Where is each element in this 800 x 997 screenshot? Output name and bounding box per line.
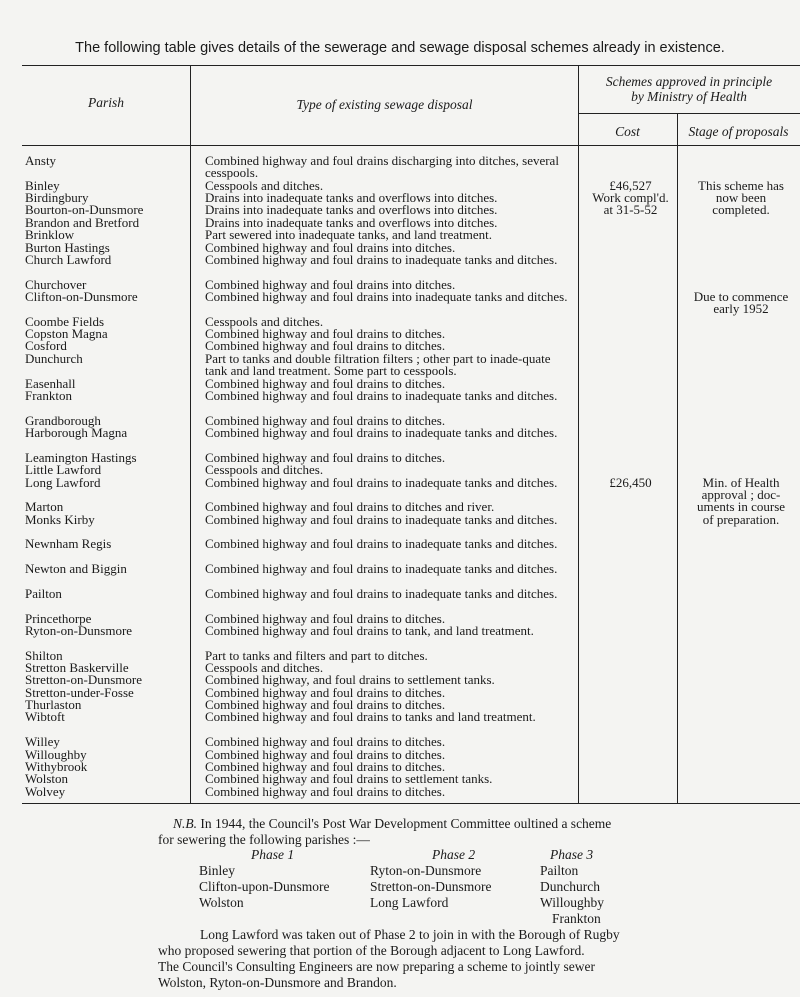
parish-cell: Little Lawford	[25, 462, 102, 478]
parish-cell: Coombe Fields	[25, 313, 105, 329]
stage-line: early 1952	[713, 301, 769, 317]
phase-item: Stretton-on-Dunsmore	[370, 879, 492, 894]
parish-cell: Birdingbury	[25, 190, 89, 206]
disposal-cell: Combined highway and foul drains to ditches.	[205, 338, 446, 354]
parish-cell: Burton Hastings	[25, 239, 110, 255]
parish-cell: Brandon and Bretford	[25, 214, 140, 230]
disposal-cell: Combined highway and foul drains to ditches.	[205, 375, 446, 391]
header-bottom-rule	[22, 145, 800, 146]
note-lead: N.B.	[173, 816, 198, 831]
parish-cell: Clifton-on-Dunsmore	[25, 289, 138, 305]
disposal-cell: Combined highway and foul drains to ditches.	[205, 449, 446, 465]
disposal-cell: Combined highway and foul drains to ditches.	[205, 326, 446, 342]
disposal-cell: Combined highway and foul drains to inadequate tanks and ditches.	[205, 387, 558, 403]
disposal-cell: Cesspools and ditches.	[205, 462, 324, 478]
parish-cell: Thurlaston	[25, 697, 82, 713]
parish-cell: Newton and Biggin	[25, 561, 127, 577]
phase-3-column	[540, 847, 604, 927]
parish-cell: Ansty	[25, 153, 57, 168]
disposal-cell: Combined highway and foul drains to ditches.	[205, 783, 446, 799]
parish-cell: Leamington Hastings	[25, 449, 137, 465]
stage-line: completed.	[712, 202, 770, 218]
cost-line: £26,450	[609, 474, 652, 490]
disposal-cell: Combined highway, and foul drains to settlement tanks.	[205, 672, 495, 688]
disposal-cell: Combined highway and foul drains to settlement tanks.	[205, 771, 493, 787]
cost-line: at 31-5-52	[603, 202, 658, 218]
schemes-header-line1: Schemes approved in principle	[605, 74, 773, 89]
disposal-cell: Combined highway and foul drains to tanks and land treatment.	[205, 709, 536, 725]
stage-line: uments in course	[696, 499, 786, 515]
disposal-cell: Combined highway and foul drains to ditches.	[205, 412, 446, 428]
phase-item: Willoughby	[540, 895, 604, 910]
disposal-cell: Cesspools and ditches.	[205, 659, 324, 675]
note-para3-line2: Wolston, Ryton-on-Dunsmore and Brandon.	[158, 975, 397, 990]
parish-cell: Stretton Baskerville	[25, 659, 129, 675]
note-text-1: In 1944, the Council's Post War Development Committee oultined a scheme	[200, 816, 612, 831]
parish-cell: Wolston	[25, 771, 69, 787]
disposal-cell: Combined highway and foul drains to ditches.	[205, 697, 446, 713]
disposal-cell: Part to tanks and double filtration filters ; other part to inade-quate tank and land treatment. Some part to cesspools.	[205, 350, 551, 379]
disposal-cell: Combined highway and foul drains to inadequate tanks and ditches.	[205, 474, 558, 490]
stage-header: Stage of proposals	[688, 124, 789, 139]
scheme-2-stage	[682, 291, 800, 316]
parish-cell: Frankton	[25, 387, 72, 403]
phase-title: Phase 1	[251, 847, 295, 862]
disposal-cell: Drains into inadequate tanks and overflows into ditches.	[205, 202, 498, 218]
disposal-cell: Combined highway and foul drains to ditches.	[205, 758, 446, 774]
disposal-header: Type of existing sewage disposal	[296, 97, 473, 112]
disposal-cell: Combined highway and foul drains to inadequate tanks and ditches.	[205, 425, 558, 441]
scheme-1-stage	[682, 177, 800, 218]
phase-item: Pailton	[540, 863, 579, 878]
parish-cell: Grandborough	[25, 412, 101, 428]
parish-cell: Bourton-on-Dunsmore	[25, 202, 144, 218]
parish-cell: Willey	[25, 734, 60, 750]
disposal-cell: Combined highway and foul drains to tank, and land treatment.	[205, 622, 534, 638]
disposal-cell: Combined highway and foul drains to inadequate tanks and ditches.	[205, 536, 558, 552]
parish-cell: Ryton-on-Dunsmore	[25, 622, 133, 638]
disposal-cell: Combined highway and foul drains to ditches.	[205, 610, 446, 626]
disposal-cell: Combined highway and foul drains to inadequate tanks and ditches.	[205, 561, 558, 577]
parish-cell: Newnham Regis	[25, 536, 112, 552]
note-para2-line1: Long Lawford was taken out of Phase 2 to join in with the Borough of Rugby	[200, 927, 620, 942]
phase-1-column	[199, 847, 330, 911]
stage-line: Min. of Health	[702, 474, 780, 490]
stage-line: now been	[715, 190, 767, 206]
parish-cell: Long Lawford	[25, 474, 101, 490]
parish-cell: Harborough Magna	[25, 425, 128, 441]
stage-line: approval ; doc-	[701, 486, 781, 502]
scheme-1-cost	[583, 177, 678, 218]
parish-cell: Copston Magna	[25, 326, 108, 342]
parish-cell: Marton	[25, 499, 64, 515]
disposal-cell: Combined highway and foul drains to ditches.	[205, 746, 446, 762]
parish-cell: Cosford	[25, 338, 67, 354]
stage-line: This scheme has	[698, 177, 784, 193]
disposal-cell: Combined highway and foul drains into ditches.	[205, 276, 456, 292]
parish-cell: Wibtoft	[25, 709, 65, 725]
disposal-cell: Combined highway and foul drains into inadequate tanks and ditches.	[205, 289, 568, 305]
schemes-subheader-rule	[578, 113, 800, 114]
cost-line: £46,527	[609, 177, 652, 193]
disposal-cell: Combined highway and foul drains to inadequate tanks and ditches.	[205, 585, 558, 601]
phase-item: Frankton	[552, 911, 601, 926]
scheme-3-cost	[583, 474, 678, 490]
phase-item: Wolston	[199, 895, 244, 910]
disposal-cell: Combined highway and foul drains discharging into ditches, several cesspools.	[205, 153, 559, 181]
phase-title: Phase 3	[550, 847, 594, 862]
parish-cell: Church Lawford	[25, 251, 112, 267]
parish-cell: Stretton-under-Fosse	[25, 684, 134, 700]
disposal-cell: Part sewered into inadequate tanks, and land treatment.	[205, 227, 492, 243]
parish-cell: Dunchurch	[25, 350, 83, 366]
parish-cell: Willoughby	[25, 746, 87, 762]
cost-header: Cost	[615, 124, 640, 139]
disposal-cell: Part to tanks and filters and part to ditches.	[205, 647, 428, 663]
phase-item: Binley	[199, 863, 235, 878]
parish-cell: Shilton	[25, 647, 63, 663]
note-para3-line1: The Council's Consulting Engineers are now preparing a scheme to jointly sewer	[158, 959, 595, 974]
disposal-cell: Combined highway and foul drains to ditches.	[205, 734, 446, 750]
stage-line: of preparation.	[702, 511, 780, 527]
parish-cell: Princethorpe	[25, 610, 92, 626]
disposal-cell: Drains into inadequate tanks and overflows into ditches.	[205, 214, 498, 230]
phase-item: Dunchurch	[540, 879, 600, 894]
parish-cell: Withybrook	[25, 758, 88, 774]
note-line-1	[173, 816, 773, 832]
note-line-2: for sewering the following parishes :—	[158, 832, 370, 847]
cost-line: Work compl'd.	[592, 190, 669, 206]
schemes-header-line2: by Ministry of Health	[631, 89, 747, 104]
phase-item: Ryton-on-Dunsmore	[370, 863, 482, 878]
parish-cell: Churchover	[25, 276, 87, 292]
table-top-rule	[22, 65, 800, 66]
note-para2-line2: who proposed sewering that portion of the Borough adjacent to Long Lawford.	[158, 943, 585, 958]
parish-cell: Stretton-on-Dunsmore	[25, 672, 142, 688]
phase-title: Phase 2	[432, 847, 476, 862]
parish-cell: Wolvey	[25, 783, 66, 799]
phase-item: Long Lawford	[370, 895, 449, 910]
parish-header: Parish	[87, 95, 124, 110]
intro-sentence: The following table gives details of the sewerage and sewage disposal schemes already in existence.	[75, 40, 725, 56]
disposal-cell: Cesspools and ditches.	[205, 177, 324, 193]
parish-cell: Brinklow	[25, 227, 75, 243]
scheme-3-stage	[682, 474, 800, 527]
disposal-cell: Combined highway and foul drains to inadequate tanks and ditches.	[205, 511, 558, 527]
parish-cell: Binley	[25, 177, 60, 193]
phase-2-column	[370, 847, 491, 911]
stage-line: Due to commence	[693, 289, 789, 305]
parish-cell: Pailton	[25, 585, 62, 601]
parish-cell: Monks Kirby	[25, 511, 95, 527]
disposal-cell: Combined highway and foul drains to inadequate tanks and ditches.	[205, 251, 558, 267]
disposal-cell: Cesspools and ditches.	[205, 313, 324, 329]
disposal-cell: Combined highway and foul drains to ditches.	[205, 684, 446, 700]
disposal-cell: Combined highway and foul drains into ditches.	[205, 239, 456, 255]
table-bottom-rule	[22, 803, 800, 804]
parish-cell: Easenhall	[25, 375, 76, 391]
disposal-cell: Drains into inadequate tanks and overflows into ditches.	[205, 190, 498, 206]
phase-item: Clifton-upon-Dunsmore	[199, 879, 330, 894]
col-divider-2	[578, 65, 579, 803]
col-divider-1	[190, 65, 191, 803]
disposal-cell: Combined highway and foul drains to ditches and river.	[205, 499, 495, 515]
